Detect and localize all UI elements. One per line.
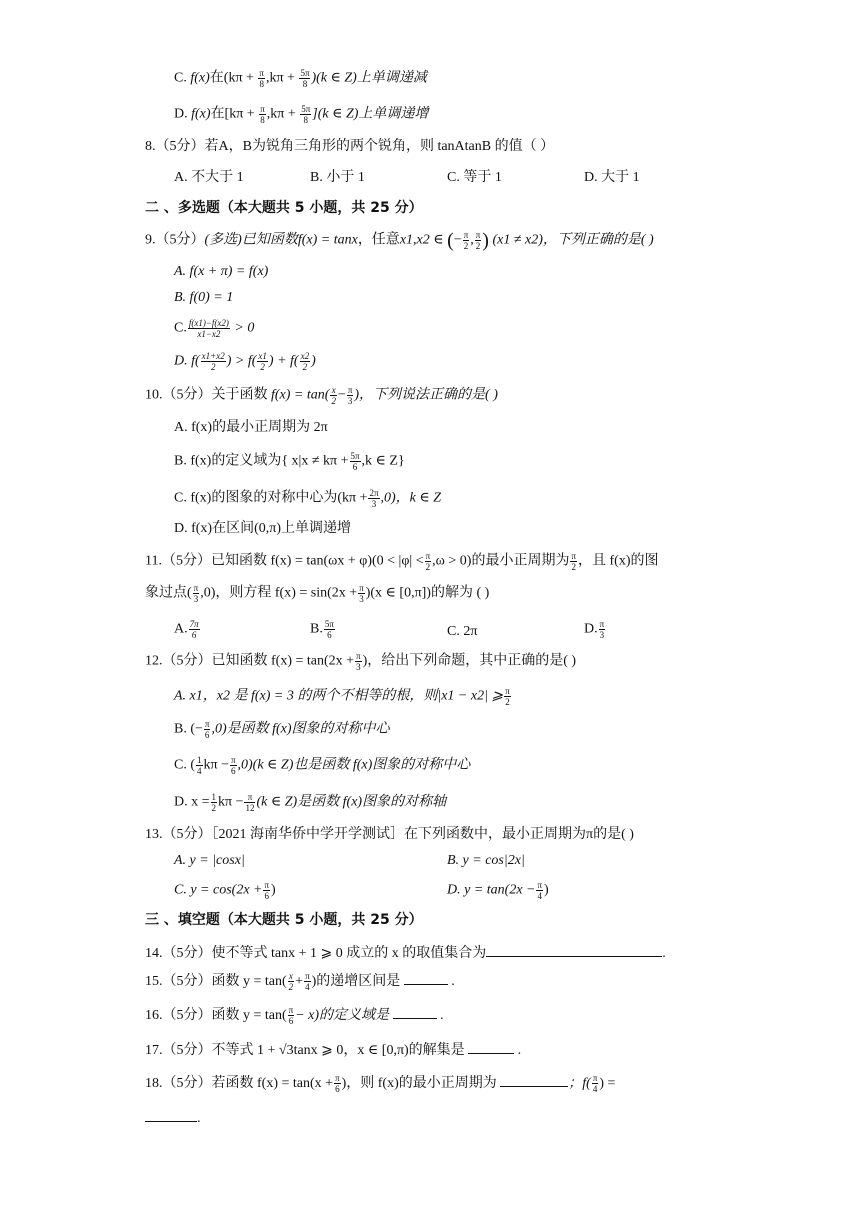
q17-stem: 17.（5分）不等式 1 + √3tanx ⩾ 0，x ∈ [0,π)的解集是 . [145, 1039, 521, 1061]
q11-option-b[interactable]: B. $\frac{5\pi}{6}$ [310, 619, 334, 640]
q15-answer-blank[interactable] [404, 970, 448, 985]
section-2-heading: 二 、多选题（本大题共 5 小题，共 25 分） [145, 200, 423, 216]
q9-option-a[interactable]: A. f(x + π) = f(x) [174, 264, 269, 279]
q9-option-c[interactable]: C. $\frac{f(x1)-f(x2)}{x1-x2}$ > 0 [174, 318, 255, 339]
q10-option-a[interactable]: A. f(x)的最小正周期为 2π [174, 420, 328, 435]
q14-stem: 14.（5分）使不等式 tanx + 1 ⩾ 0 成立的 x 的取值集合为 . [145, 942, 666, 964]
q18-value-blank[interactable] [145, 1107, 197, 1122]
q14-answer-blank[interactable] [486, 942, 662, 957]
q8-option-d[interactable]: D. 大于 1 [584, 170, 640, 185]
q9-option-d[interactable]: D. f( $\frac{x1+x2}{2}$ ) > f( $\frac{x1}{2}$ ) + f( $\frac{x2}{2}$ ) [174, 351, 316, 372]
section-3-heading: 三 、填空题（本大题共 5 小题，共 25 分） [145, 912, 423, 928]
q16-answer-blank[interactable] [393, 1004, 437, 1019]
q7-option-d[interactable]: D. f(x)在[kπ + $\frac{\pi}{8}$ ,kπ + $\frac{5\pi}{8}$ ](k ∈ Z)上单调递增 [174, 104, 429, 125]
q11-option-c[interactable]: C. 2π [447, 624, 478, 639]
q12-option-c[interactable]: C. ( $\frac{1}{4}$ kπ − $\frac{\pi}{6}$ ,0)(k ∈ Z)也是函数 f(x)图象的对称中心 [174, 755, 471, 776]
q12-option-b[interactable]: B. (− $\frac{\pi}{6}$ ,0)是函数 f(x)图象的对称中心 [174, 719, 390, 740]
q13-option-d[interactable]: D. y = tan(2x − $\frac{\pi}{4}$ ) [447, 880, 549, 901]
q9-option-b[interactable]: B. f(0) = 1 [174, 290, 234, 305]
q8-stem: 8.（5分）若A，B为锐角三角形的两个锐角，则 tanAtanB 的值（ ） [145, 139, 555, 154]
q10-option-b[interactable]: B. f(x)的定义域为{ x|x ≠ kπ + $\frac{5\pi}{6}$ ,k ∈ Z} [174, 451, 405, 472]
q16-stem: 16.（5分）函数 y = tan( $\frac{\pi}{6}$ − x)的定义域是 . [145, 1005, 444, 1027]
q11-stem-line1: 11.（5分）已知函数 f(x) = tan(ωx + φ)(0 < |φ| < $\frac{\pi}{2}$ ,ω > 0)的最小正周期为 $\frac{\pi}{2}$ ，且 f(x)的图 [145, 551, 659, 572]
q7-option-c[interactable]: C. f(x)在(kπ + $\frac{\pi}{8}$ ,kπ + $\frac{5\pi}{8}$ )(k ∈ Z)上单调递减 [174, 68, 427, 89]
q15-stem: 15.（5分）函数 y = tan( $\frac{x}{2}$ + $\frac{\pi}{4}$ )的递增区间是 . [145, 971, 455, 993]
q13-option-c[interactable]: C. y = cos(2x + $\frac{\pi}{6}$ ) [174, 880, 276, 901]
q10-stem: 10.（5分）关于函数 f(x) = tan( $\frac{x}{2}$ − $\frac{\pi}{3}$ )，下列说法正确的是( ) [145, 385, 498, 406]
q11-option-a[interactable]: A. $\frac{7\pi}{6}$ [174, 619, 199, 640]
q18-stem-line2: . [145, 1107, 201, 1129]
q17-answer-blank[interactable] [468, 1039, 514, 1054]
q18-period-blank[interactable] [500, 1072, 568, 1087]
q8-option-b[interactable]: B. 小于 1 [310, 170, 365, 185]
q13-option-b[interactable]: B. y = cos|2x| [447, 853, 525, 868]
q11-option-d[interactable]: D. $\frac{\pi}{3}$ [584, 619, 605, 640]
q11-stem-line2: 象过点( $\frac{\pi}{3}$ ,0)，则方程 f(x) = sin(2x + $\frac{\pi}{3}$ )(x ∈ [0,π])的解为 ( ) [145, 583, 490, 604]
q13-stem: 13.（5分）［2021 海南华侨中学开学测试］在下列函数中，最小正周期为π的是( ) [145, 827, 634, 842]
q9-stem: 9.（5分）(多选)已知函数f(x) = tanx，任意x1,x2 ∈ (− $\frac{\pi}{2}$ , $\frac{\pi}{2}$ ) (x1 ≠ x2)，下列正确的是( ) [145, 229, 654, 252]
q8-option-c[interactable]: C. 等于 1 [447, 170, 502, 185]
q13-option-a[interactable]: A. y = |cosx| [174, 853, 245, 868]
q10-option-c[interactable]: C. f(x)的图象的对称中心为(kπ + $\frac{2\pi}{3}$ ,0)，k ∈ Z [174, 488, 442, 509]
q12-stem: 12.（5分）已知函数 f(x) = tan(2x + $\frac{\pi}{3}$ )，给出下列命题，其中正确的是( ) [145, 651, 577, 672]
q10-option-d[interactable]: D. f(x)在区间(0,π)上单调递增 [174, 521, 351, 536]
q8-option-a[interactable]: A. 不大于 1 [174, 170, 244, 185]
q12-option-a[interactable]: A. x1，x2 是 f(x) = 3 的两个不相等的根，则|x1 − x2| ⩾ $\frac{\pi}{2}$ [174, 686, 510, 707]
q12-option-d[interactable]: D. x = $\frac{1}{2}$ kπ − $\frac{\pi}{12}$ (k ∈ Z)是函数 f(x)图象的对称轴 [174, 792, 447, 813]
q18-stem-line1: 18.（5分）若函数 f(x) = tan(x + $\frac{\pi}{6}$ )，则 f(x)的最小正周期为 ；f( $\frac{\pi}{4}$ ) = [145, 1073, 616, 1095]
